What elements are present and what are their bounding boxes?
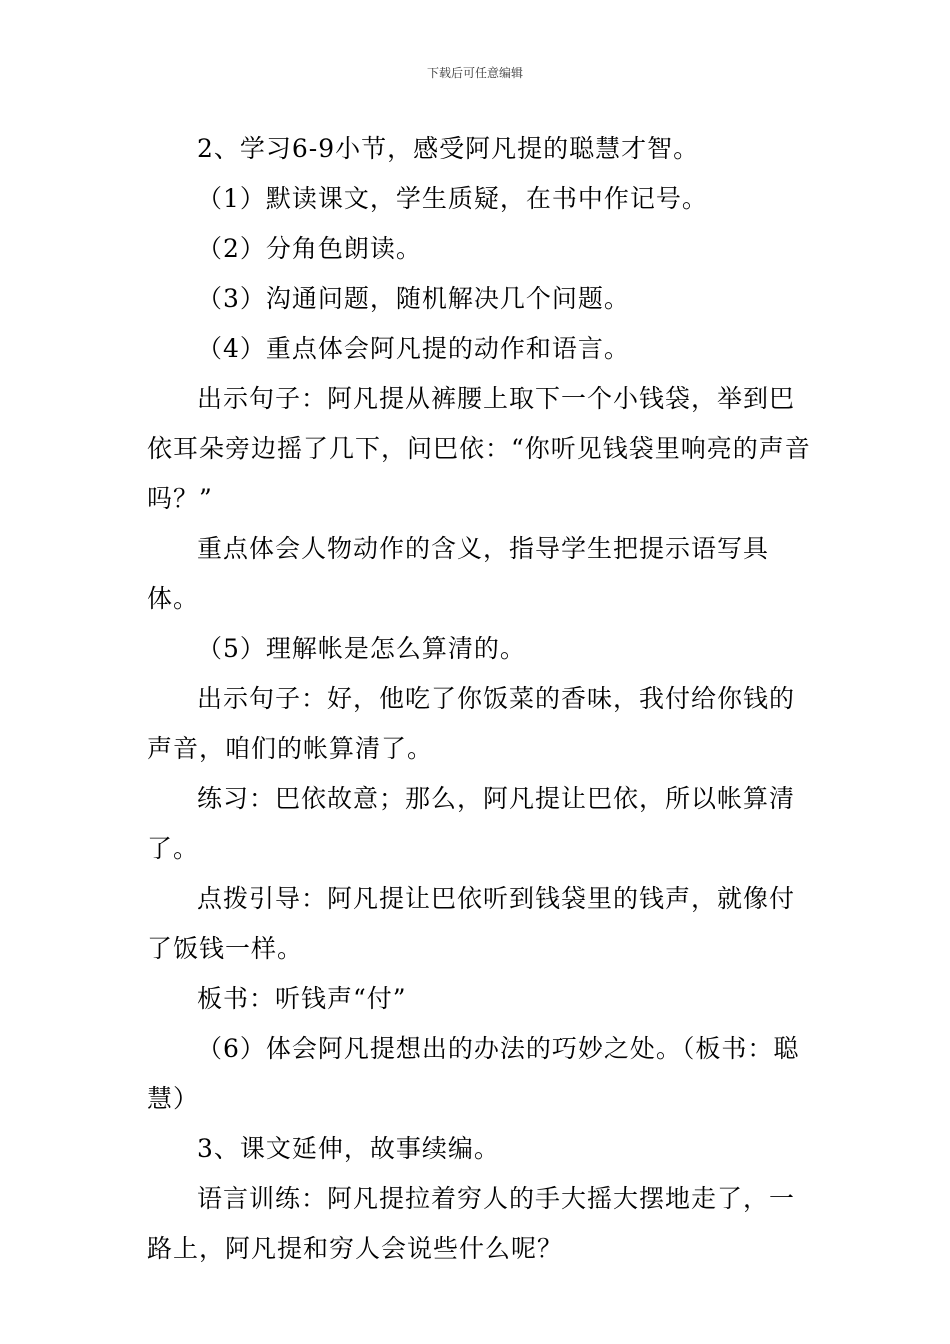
paragraph-section-2-title: 2、学习6-9小节，感受阿凡提的聪慧才智。 (197, 134, 700, 163)
page-header-note: 下载后可任意编辑 (426, 66, 523, 80)
document-body (147, 124, 811, 1274)
paragraph-step-2: （2）分角色朗读。 (197, 234, 422, 263)
paragraph-step-5: （5）理解帐是怎么算清的。 (197, 634, 526, 663)
paragraph-section-3-title: 3、课文延伸，故事续编。 (197, 1134, 500, 1163)
paragraph-step-3: （3）沟通问题，随机解决几个问题。 (197, 284, 630, 313)
paragraph-language-training: 语言训练：阿凡提拉着穷人的手大摇大摆地走了，一路上，阿凡提和穷人会说些什么呢？ (147, 1184, 796, 1263)
paragraph-step-1: （1）默读课文，学生质疑，在书中作记号。 (197, 184, 708, 213)
paragraph-quote-2: 出示句子：好，他吃了你饭菜的香味，我付给你钱的声音，咱们的帐算清了。 (147, 684, 796, 763)
paragraph-quote-1: 出示句子：阿凡提从裤腰上取下一个小钱袋，举到巴依耳朵旁边摇了几下，问巴依：“你听见钱袋里响亮的声音吗？” (147, 384, 811, 513)
paragraph-exercise: 练习：巴依故意；那么，阿凡提让巴依，所以帐算清了。 (147, 784, 796, 863)
paragraph-note-1: 重点体会人物动作的含义，指导学生把提示语写具体。 (147, 534, 770, 613)
paragraph-step-4: （4）重点体会阿凡提的动作和语言。 (197, 334, 630, 363)
paragraph-guidance: 点拨引导：阿凡提让巴依听到钱袋里的钱声，就像付了饭钱一样。 (147, 884, 796, 963)
paragraph-step-6: （6）体会阿凡提想出的办法的巧妙之处。（板书：聪慧） (147, 1034, 800, 1113)
paragraph-board-note-1: 板书：听钱声“付” (197, 984, 407, 1013)
